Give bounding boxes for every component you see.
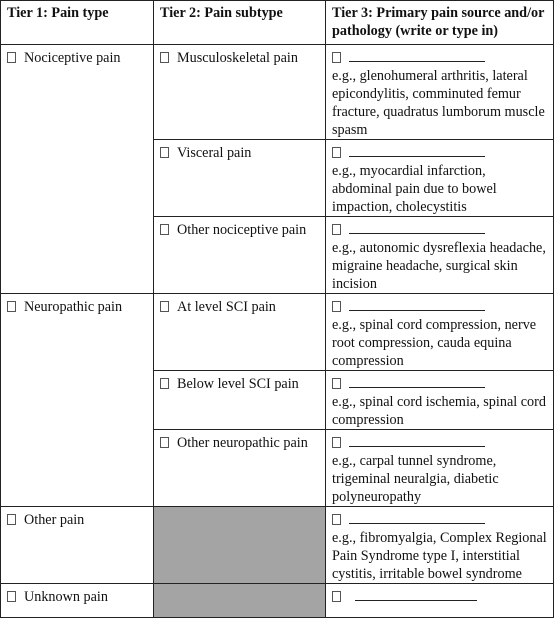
tier1-label: Nociceptive pain [24,50,121,66]
write-in-line[interactable] [349,375,485,388]
checkbox-tier3[interactable] [332,301,341,312]
tier2-cell [154,45,326,140]
tier2-label: Other neuropathic pain [177,435,308,451]
table-row [1,294,554,371]
header-tier2: Tier 2: Pain subtype [154,1,326,45]
checkbox-other-nociceptive-pain[interactable] [160,224,169,235]
tier3-cell [326,584,554,618]
tier2-label: Musculoskeletal pain [177,50,298,66]
tier2-label: Visceral pain [177,145,252,161]
tier2-label: Other nociceptive pain [177,222,307,238]
tier3-example: e.g., spinal cord ischemia, spinal cord compression [332,394,546,428]
checkbox-neuropathic-pain[interactable] [7,301,16,312]
tier1-cell [1,507,154,584]
checkbox-unknown-pain[interactable] [7,591,16,602]
checkbox-tier3[interactable] [332,514,341,525]
tier3-example: e.g., glenohumeral arthritis, lateral epicondylitis, comminuted femur fracture, quadratus lumborum muscle spasm [332,68,545,138]
write-in-line[interactable] [349,298,485,311]
tier3-cell [326,140,554,217]
tier2-label: Below level SCI pain [177,376,299,392]
checkbox-tier3[interactable] [332,224,341,235]
checkbox-at-level-sci-pain[interactable] [160,301,169,312]
table-row [1,45,554,140]
write-in-line[interactable] [355,588,477,601]
tier3-example: e.g., spinal cord compression, nerve root compression, cauda equina compression [332,317,537,369]
tier3-cell [326,430,554,507]
header-row [1,1,554,45]
checkbox-below-level-sci-pain[interactable] [160,378,169,389]
write-in-line[interactable] [349,144,485,157]
write-in-line[interactable] [349,434,485,447]
checkbox-tier3[interactable] [332,378,341,389]
tier3-cell [326,217,554,294]
tier1-label: Neuropathic pain [24,299,123,315]
shaded-empty-cell [154,507,326,584]
tier3-cell [326,294,554,371]
tier3-example: e.g., fibromyalgia, Complex Regional Pain Syndrome type I, interstitial cystitis, irritable bowel syndrome [332,530,547,582]
tier3-example: e.g., myocardial infarction, abdominal pain due to bowel impaction, cholecystitis [332,163,497,215]
header-tier1: Tier 1: Pain type [1,1,154,45]
write-in-line[interactable] [349,49,485,62]
tier1-cell [1,294,154,507]
tier3-cell [326,371,554,430]
tier1-label: Other pain [24,512,85,528]
tier3-cell [326,507,554,584]
tier1-cell [1,45,154,294]
tier3-cell [326,45,554,140]
table-row [1,584,554,618]
write-in-line[interactable] [349,511,485,524]
checkbox-visceral-pain[interactable] [160,147,169,158]
tier1-label: Unknown pain [24,589,108,605]
tier2-label: At level SCI pain [177,299,276,315]
tier3-example: e.g., autonomic dysreflexia headache, migraine headache, surgical skin incision [332,240,546,292]
tier2-cell [154,430,326,507]
checkbox-musculoskeletal-pain[interactable] [160,52,169,63]
checkbox-tier3[interactable] [332,591,341,602]
tier2-cell [154,140,326,217]
tier3-example: e.g., carpal tunnel syndrome, trigeminal neuralgia, diabetic polyneuropathy [332,453,499,505]
table-row [1,507,554,584]
checkbox-tier3[interactable] [332,52,341,63]
checkbox-nociceptive-pain[interactable] [7,52,16,63]
checkbox-other-neuropathic-pain[interactable] [160,437,169,448]
checkbox-tier3[interactable] [332,437,341,448]
tier2-cell [154,371,326,430]
tier1-cell [1,584,154,618]
checkbox-tier3[interactable] [332,147,341,158]
write-in-line[interactable] [349,221,485,234]
tier2-cell [154,217,326,294]
checkbox-other-pain[interactable] [7,514,16,525]
shaded-empty-cell [154,584,326,618]
header-tier3: Tier 3: Primary pain source and/or pathology (write or type in) [326,1,554,45]
tier2-cell [154,294,326,371]
